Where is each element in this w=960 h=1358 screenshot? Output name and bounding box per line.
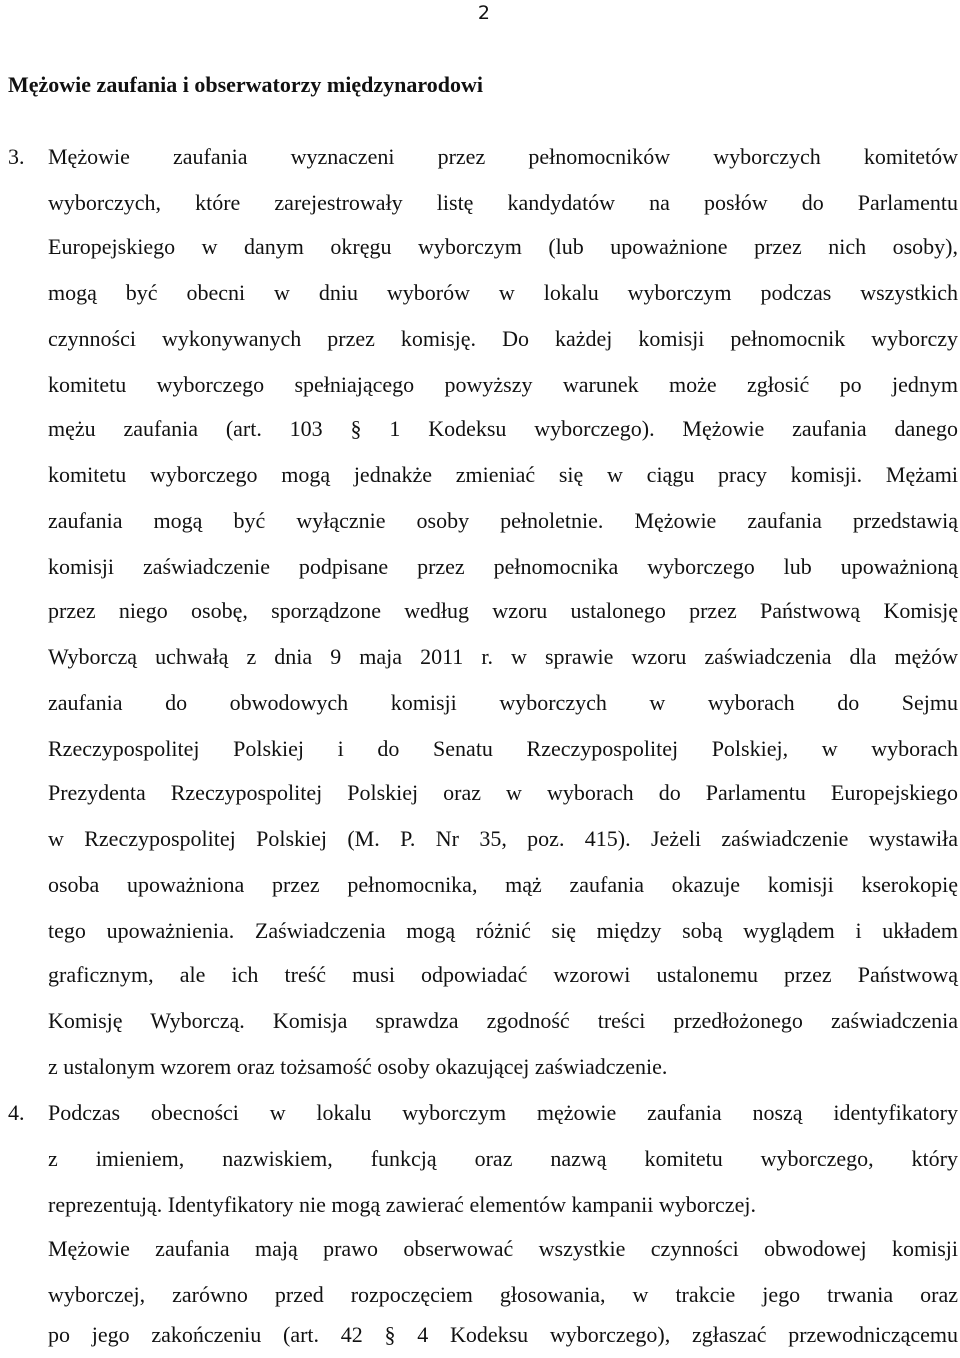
text-line: komitetu wyborczego spełniającego powyższy warunek może zgłosić po jednym [48,372,958,397]
text-line: zaufania do obwodowych komisji wyborczych w wyborach do Sejmu [48,690,958,715]
text-line: zaufania mogą być wyłącznie osoby pełnoletnie. Mężowie zaufania przedstawią [48,508,958,533]
text-line: Prezydenta Rzeczypospolitej Polskiej oraz w wyborach do Parlamentu Europejskiego [48,780,958,805]
page-number: 2 [477,2,490,24]
text-line: Europejskiego w danym okręgu wyborczym (lub upoważnione przez nich osoby), [48,234,958,259]
text-line: Mężowie zaufania mają prawo obserwować wszystkie czynności obwodowej komisji [48,1236,958,1261]
text-line: z imieniem, nazwiskiem, funkcją oraz nazwą komitetu wyborczego, który [48,1146,958,1171]
text-line: przez niego osobę, sporządzone według wzoru ustalonego przez Państwową Komisję [48,598,958,623]
text-line: czynności wykonywanych przez komisję. Do każdej komisji pełnomocnik wyborczy [48,326,958,351]
text-line: z ustalonym wzorem oraz tożsamość osoby okazującej zaświadczenie. [48,1054,668,1079]
text-line: mogą być obecni w dniu wyborów w lokalu wyborczym podczas wszystkich [48,280,958,305]
paragraph-number: 3. [8,144,25,169]
section-heading: Mężowie zaufania i obserwatorzy międzynarodowi [8,72,483,97]
text-line: komisji zaświadczenie podpisane przez pełnomocnika wyborczego lub upoważnioną [48,554,958,579]
paragraph-number: 4. [8,1100,25,1125]
text-line: Rzeczypospolitej Polskiej i do Senatu Rzeczypospolitej Polskiej, w wyborach [48,736,958,761]
text-line: tego upoważnienia. Zaświadczenia mogą różnić się między sobą wyglądem i układem [48,918,958,943]
text-line: Mężowie zaufania wyznaczeni przez pełnomocników wyborczych komitetów [48,144,958,169]
text-line: Podczas obecności w lokalu wyborczym mężowie zaufania noszą identyfikatory [48,1100,958,1125]
text-line: osoba upoważniona przez pełnomocnika, mąż zaufania okazuje komisji kserokopię [48,872,958,897]
text-line: komitetu wyborczego mogą jednakże zmieniać się w ciągu pracy komisji. Mężami [48,462,958,487]
text-line: Wyborczą uchwałą z dnia 9 maja 2011 r. w sprawie wzoru zaświadczenia dla mężów [48,644,958,669]
text-line: wyborczej, zarówno przed rozpoczęciem głosowania, w trakcie jego trwania oraz [48,1282,958,1307]
text-line: mężu zaufania (art. 103 § 1 Kodeksu wyborczego). Mężowie zaufania danego [48,416,958,441]
text-line: wyborczych, które zarejestrowały listę kandydatów na posłów do Parlamentu [48,190,958,215]
text-line: reprezentują. Identyfikatory nie mogą zawierać elementów kampanii wyborczej. [48,1192,756,1217]
text-line: w Rzeczypospolitej Polskiej (M. P. Nr 35, poz. 415). Jeżeli zaświadczenie wystawiła [48,826,958,851]
text-line: po jego zakończeniu (art. 42 § 4 Kodeksu wyborczego), zgłaszać przewodniczącemu [48,1322,958,1347]
text-line: Komisję Wyborczą. Komisja sprawdza zgodność treści przedłożonego zaświadczenia [48,1008,958,1033]
text-line: graficznym, ale ich treść musi odpowiadać wzorowi ustalonemu przez Państwową [48,962,958,987]
